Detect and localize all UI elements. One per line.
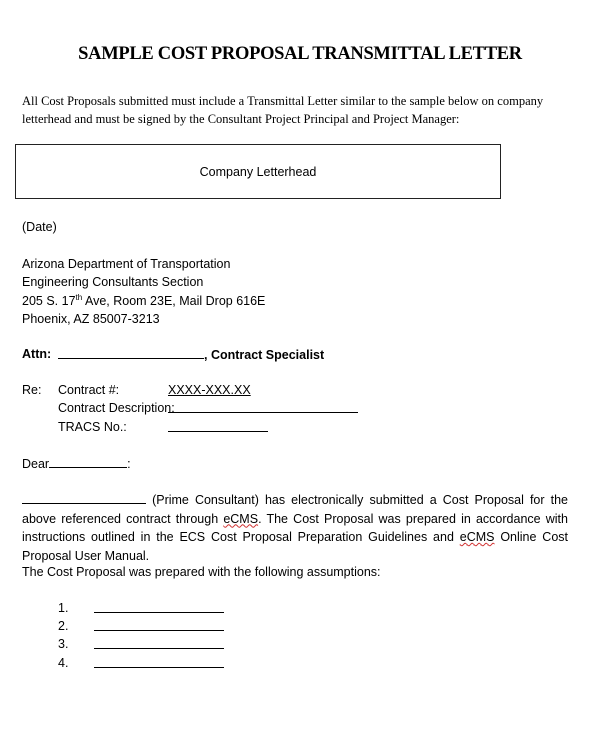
assumption-blank-3 [94, 637, 224, 652]
ecms-term-2: eCMS [459, 530, 495, 544]
salutation [22, 456, 131, 471]
body-paragraph-1 [22, 491, 568, 565]
salutation-colon: : [127, 457, 131, 471]
contract-number-label: Contract #: [58, 383, 120, 397]
address-line-4: Phoenix, AZ 85007-3213 [22, 312, 160, 326]
p1-part-a: (Prime Consultant) has electronically submitted a Cost Proposal for the above referenced contract through [22, 493, 568, 526]
assumption-blank-2 [94, 619, 224, 634]
re-label: Re: [22, 383, 42, 397]
p1-part-b: . The Cost Proposal was prepared in accordance with instructions outlined in the ECS Cost Proposal Preparation Guidelines and [22, 511, 568, 544]
contract-description-blank [168, 401, 358, 416]
assumption-number-2: 2. [58, 619, 69, 633]
assumption-number-4: 4. [58, 656, 69, 670]
salutation-blank [49, 456, 127, 468]
letterhead-box [15, 144, 501, 199]
tracs-blank [168, 420, 268, 435]
p1-part-c: Online Cost Proposal User Manual. [22, 530, 568, 563]
attn-label: Attn: [22, 347, 52, 361]
letterhead-label: Company Letterhead [199, 165, 317, 179]
contract-number-value: XXXX-XXX.XX [168, 383, 251, 397]
tracs-label: TRACS No.: [58, 420, 127, 434]
attn-role: , Contract Specialist [204, 348, 325, 362]
address-line-3: 205 S. 17th Ave, Room 23E, Mail Drop 616E [22, 293, 266, 309]
document-title: SAMPLE COST PROPOSAL TRANSMITTAL LETTER [78, 44, 522, 64]
salutation-dear: Dear [22, 457, 50, 471]
ecms-term: eCMS [223, 511, 259, 526]
assumption-blank-1 [94, 601, 224, 616]
assumption-number-1: 1. [58, 601, 69, 615]
prime-consultant-blank [22, 492, 146, 504]
attn-blank-line [58, 347, 204, 359]
address-line-1: Arizona Department of Transportation [22, 257, 231, 271]
contract-description-label: Contract Description: [58, 401, 175, 415]
body-paragraph-2: The Cost Proposal was prepared with the following assumptions: [22, 565, 381, 579]
date-placeholder: (Date) [22, 220, 57, 234]
address-line-2: Engineering Consultants Section [22, 275, 204, 289]
intro-text: All Cost Proposals submitted must include a Transmittal Letter similar to the sample below on company letterhead and must be signed by the Consultant Project Principal and Project Manager: [22, 94, 544, 126]
attn-blank [58, 347, 324, 362]
assumption-number-3: 3. [58, 637, 69, 651]
assumption-blank-4 [94, 656, 224, 671]
